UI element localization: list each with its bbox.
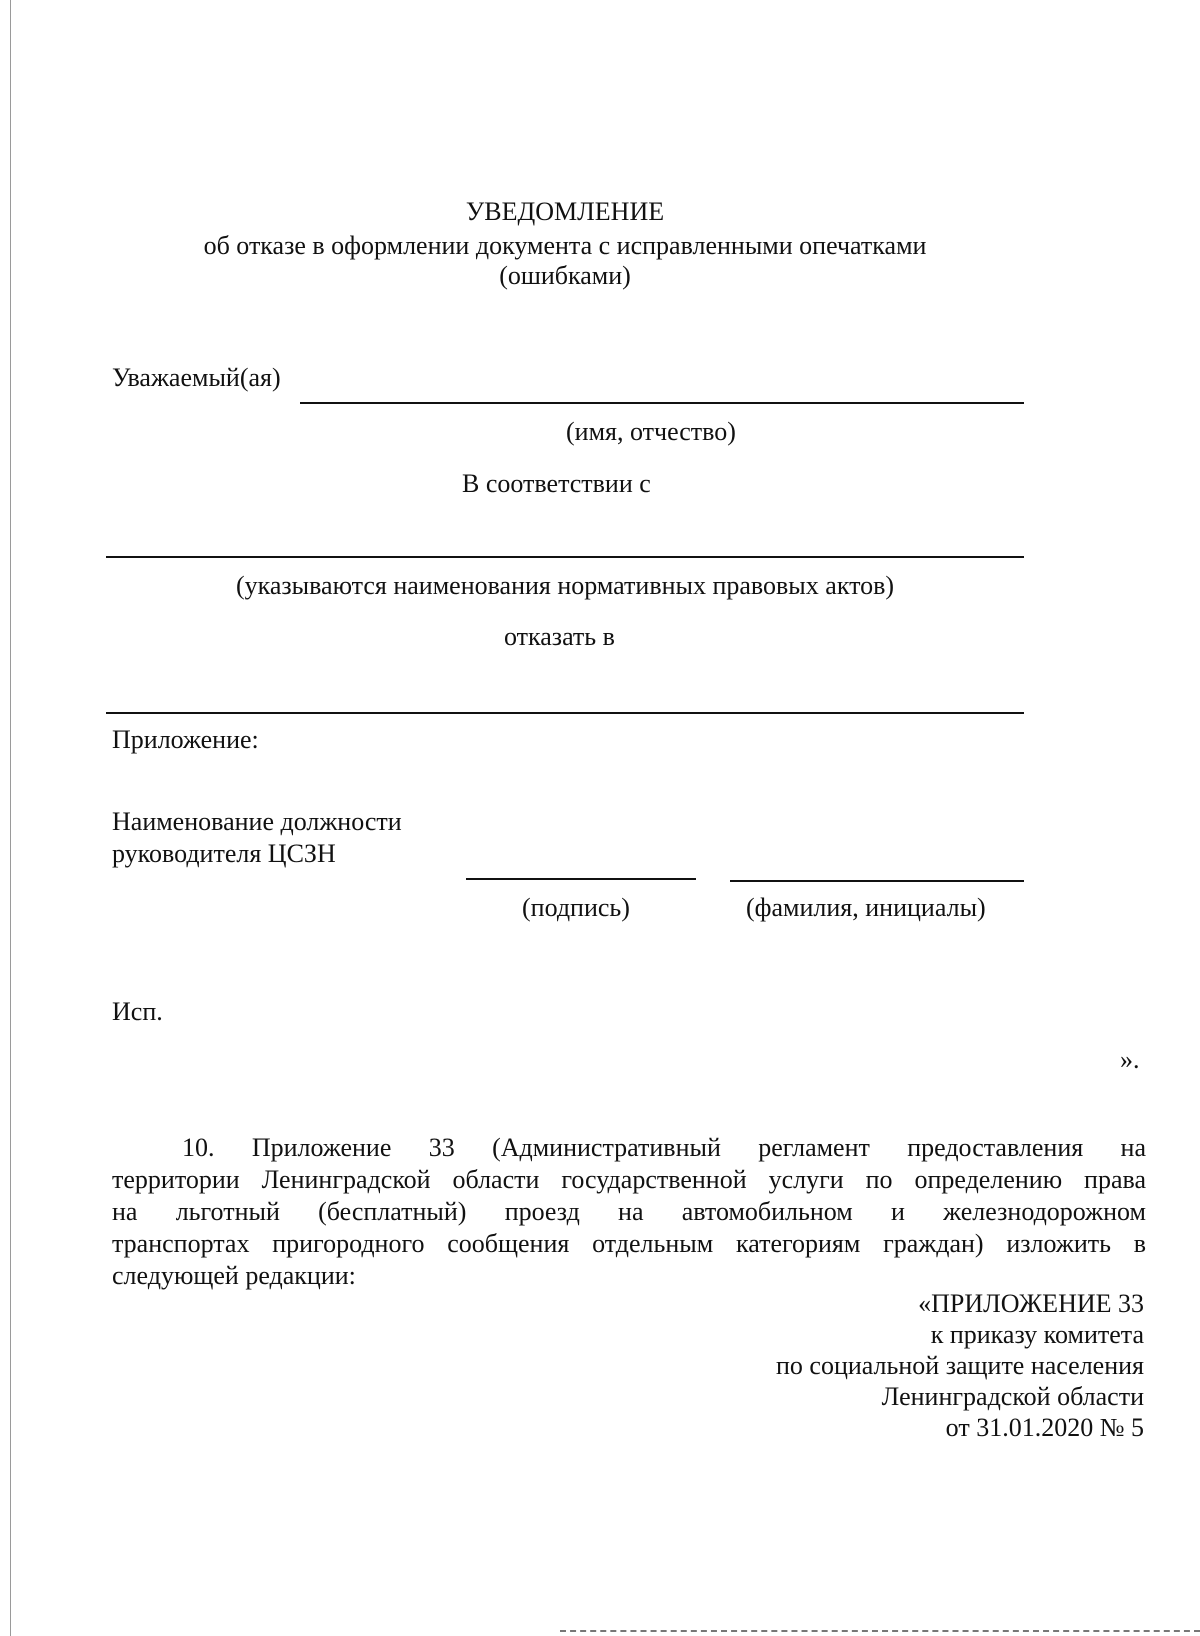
refuse-label: отказать в (504, 622, 615, 651)
appendix-header (776, 1288, 1144, 1443)
acts-fill-line (106, 556, 1024, 558)
paragraph-line: транспортах пригородного сообщения отдельным категориям граждан) изложить в (112, 1229, 1146, 1258)
scan-bottom-edge (560, 1630, 1200, 1632)
refuse-fill-line (106, 712, 1024, 714)
closing-quote: ». (1120, 1045, 1140, 1074)
signature-hint: (подпись) (522, 893, 630, 922)
appendix-line2: к приказу комитета (930, 1320, 1144, 1349)
name-fill-line (300, 402, 1024, 404)
paragraph-line: 10. Приложение 33 (Административный регламент предоставления на (182, 1133, 1146, 1162)
acts-hint: (указываются наименования нормативных правовых актов) (235, 571, 895, 600)
appendix-line3: по социальной защите населения (775, 1351, 1144, 1380)
appendix-line5: от 31.01.2020 № 5 (945, 1413, 1144, 1442)
notice-title: УВЕДОМЛЕНИЕ (465, 197, 665, 226)
executor-label: Исп. (112, 997, 163, 1026)
signature-fill-line (466, 878, 696, 880)
notice-subtitle-line2: (ошибками) (499, 261, 631, 290)
surname-hint: (фамилия, инициалы) (746, 893, 986, 922)
name-hint: (имя, отчество) (566, 417, 736, 446)
position-label-line1: Наименование должности (112, 807, 402, 836)
surname-fill-line (730, 880, 1024, 882)
in-accordance-label: В соответствии с (462, 469, 651, 498)
attachment-label: Приложение: (112, 725, 259, 754)
notice-subtitle-line1: об отказе в оформлении документа с исправленными опечатками (203, 231, 927, 260)
paragraph-line: территории Ленинградской области государственной услуги по определению права (112, 1165, 1146, 1194)
position-label-line2: руководителя ЦСЗН (112, 839, 336, 868)
paragraph-line: следующей редакции: (112, 1261, 356, 1290)
paragraph-line: на льготный (бесплатный) проезд на автомобильном и железнодорожном (112, 1197, 1146, 1226)
appendix-line1: «ПРИЛОЖЕНИЕ 33 (918, 1289, 1144, 1318)
amendment-paragraph (112, 1132, 1146, 1292)
salutation-label: Уважаемый(ая) (112, 363, 281, 392)
appendix-line4: Ленинградской области (881, 1382, 1144, 1411)
